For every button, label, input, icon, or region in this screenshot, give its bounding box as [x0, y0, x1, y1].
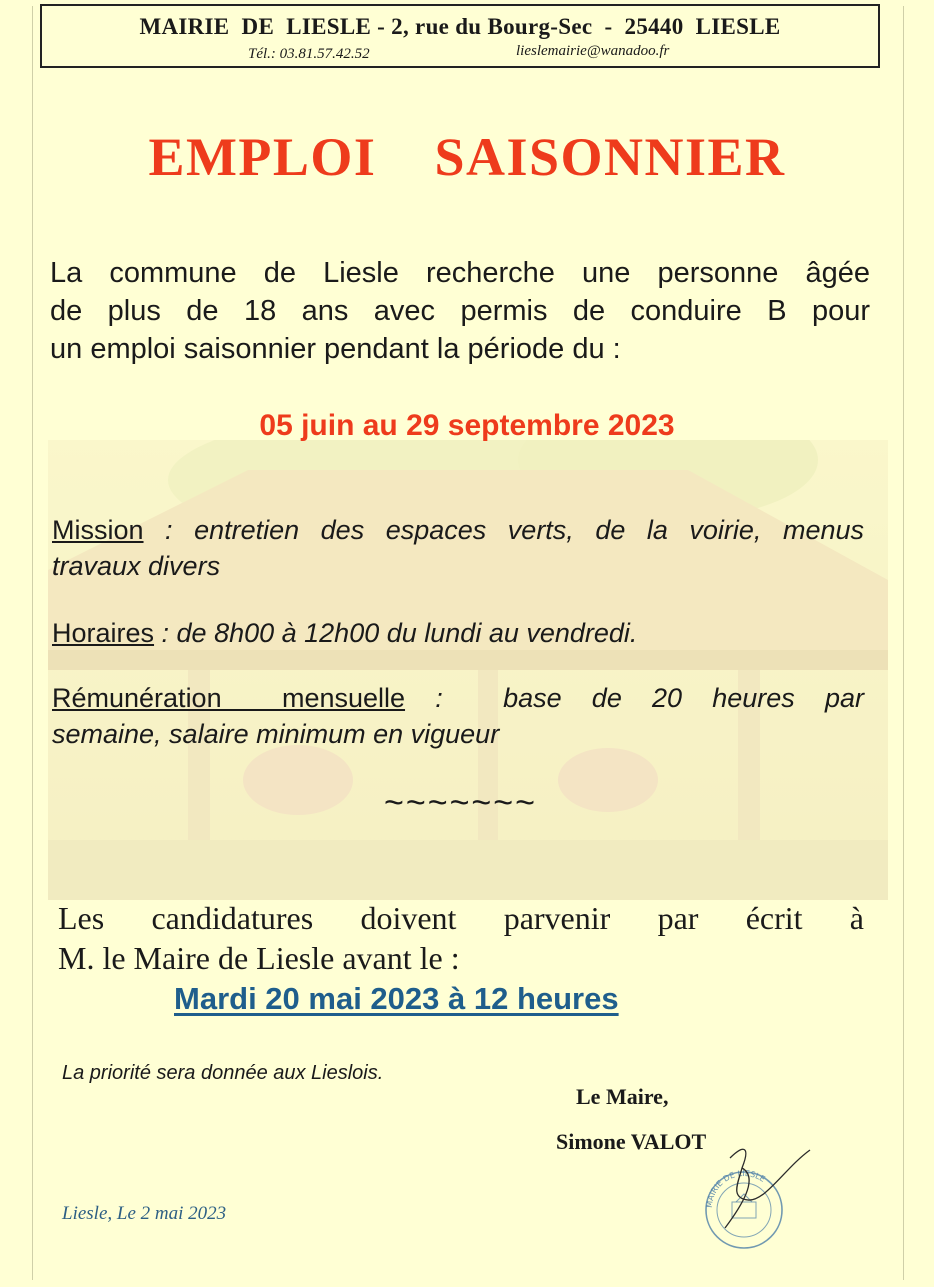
mayor-stamp-and-signature	[690, 1138, 820, 1258]
intro-line-1: La commune de Liesle recherche une personne âgée	[50, 257, 870, 289]
priority-note: La priorité sera donnée aux Lieslois.	[62, 1062, 384, 1084]
mission-text-2: travaux divers	[52, 551, 221, 581]
intro-paragraph	[50, 254, 870, 368]
background-photo	[48, 440, 888, 900]
employment-period: 05 juin au 29 septembre 2023	[259, 409, 675, 442]
application-line-2: M. le Maire de Liesle avant le :	[58, 940, 460, 976]
intro-line-3: un emploi saisonnier pendant la période du :	[50, 333, 621, 365]
separator: ~~~~~~~	[384, 784, 537, 822]
salary-section	[52, 680, 864, 752]
letterhead-phone: Tél.: 03.81.57.42.52	[248, 46, 370, 62]
letterhead-email: lieslemairie@wanadoo.fr	[516, 43, 670, 59]
letterhead-address: MAIRIE DE LIESLE - 2, rue du Bourg-Sec - 25440 LIESLE	[139, 14, 781, 39]
mission-label: Mission	[52, 515, 144, 545]
place-and-date: Liesle, Le 2 mai 2023	[62, 1203, 227, 1224]
salary-text-2: semaine, salaire minimum en vigueur	[52, 719, 500, 749]
page-title: EMPLOI SAISONNIER	[148, 127, 786, 187]
application-deadline: Mardi 20 mai 2023 à 12 heures	[174, 981, 619, 1016]
salary-text-1: : base de 20 heures par	[405, 683, 864, 713]
application-instructions	[58, 898, 864, 978]
application-line-1: Les candidatures doivent parvenir par écrit à	[58, 900, 864, 936]
mission-section	[52, 512, 864, 584]
signatory-name: Simone VALOT	[556, 1129, 707, 1154]
hours-label: Horaires	[52, 618, 155, 648]
hours-section	[52, 615, 864, 651]
intro-line-2: de plus de 18 ans avec permis de conduire B pour	[50, 295, 870, 327]
salary-label: Rémunération mensuelle	[52, 683, 406, 713]
stamp-text: MAIRIE DE LIESLE	[704, 1168, 767, 1209]
mission-text-1: : entretien des espaces verts, de la voirie, menus	[143, 515, 864, 545]
hours-text: : de 8h00 à 12h00 du lundi au vendredi.	[154, 618, 638, 648]
letterhead-box	[40, 4, 880, 68]
signatory-title: Le Maire,	[576, 1084, 669, 1109]
